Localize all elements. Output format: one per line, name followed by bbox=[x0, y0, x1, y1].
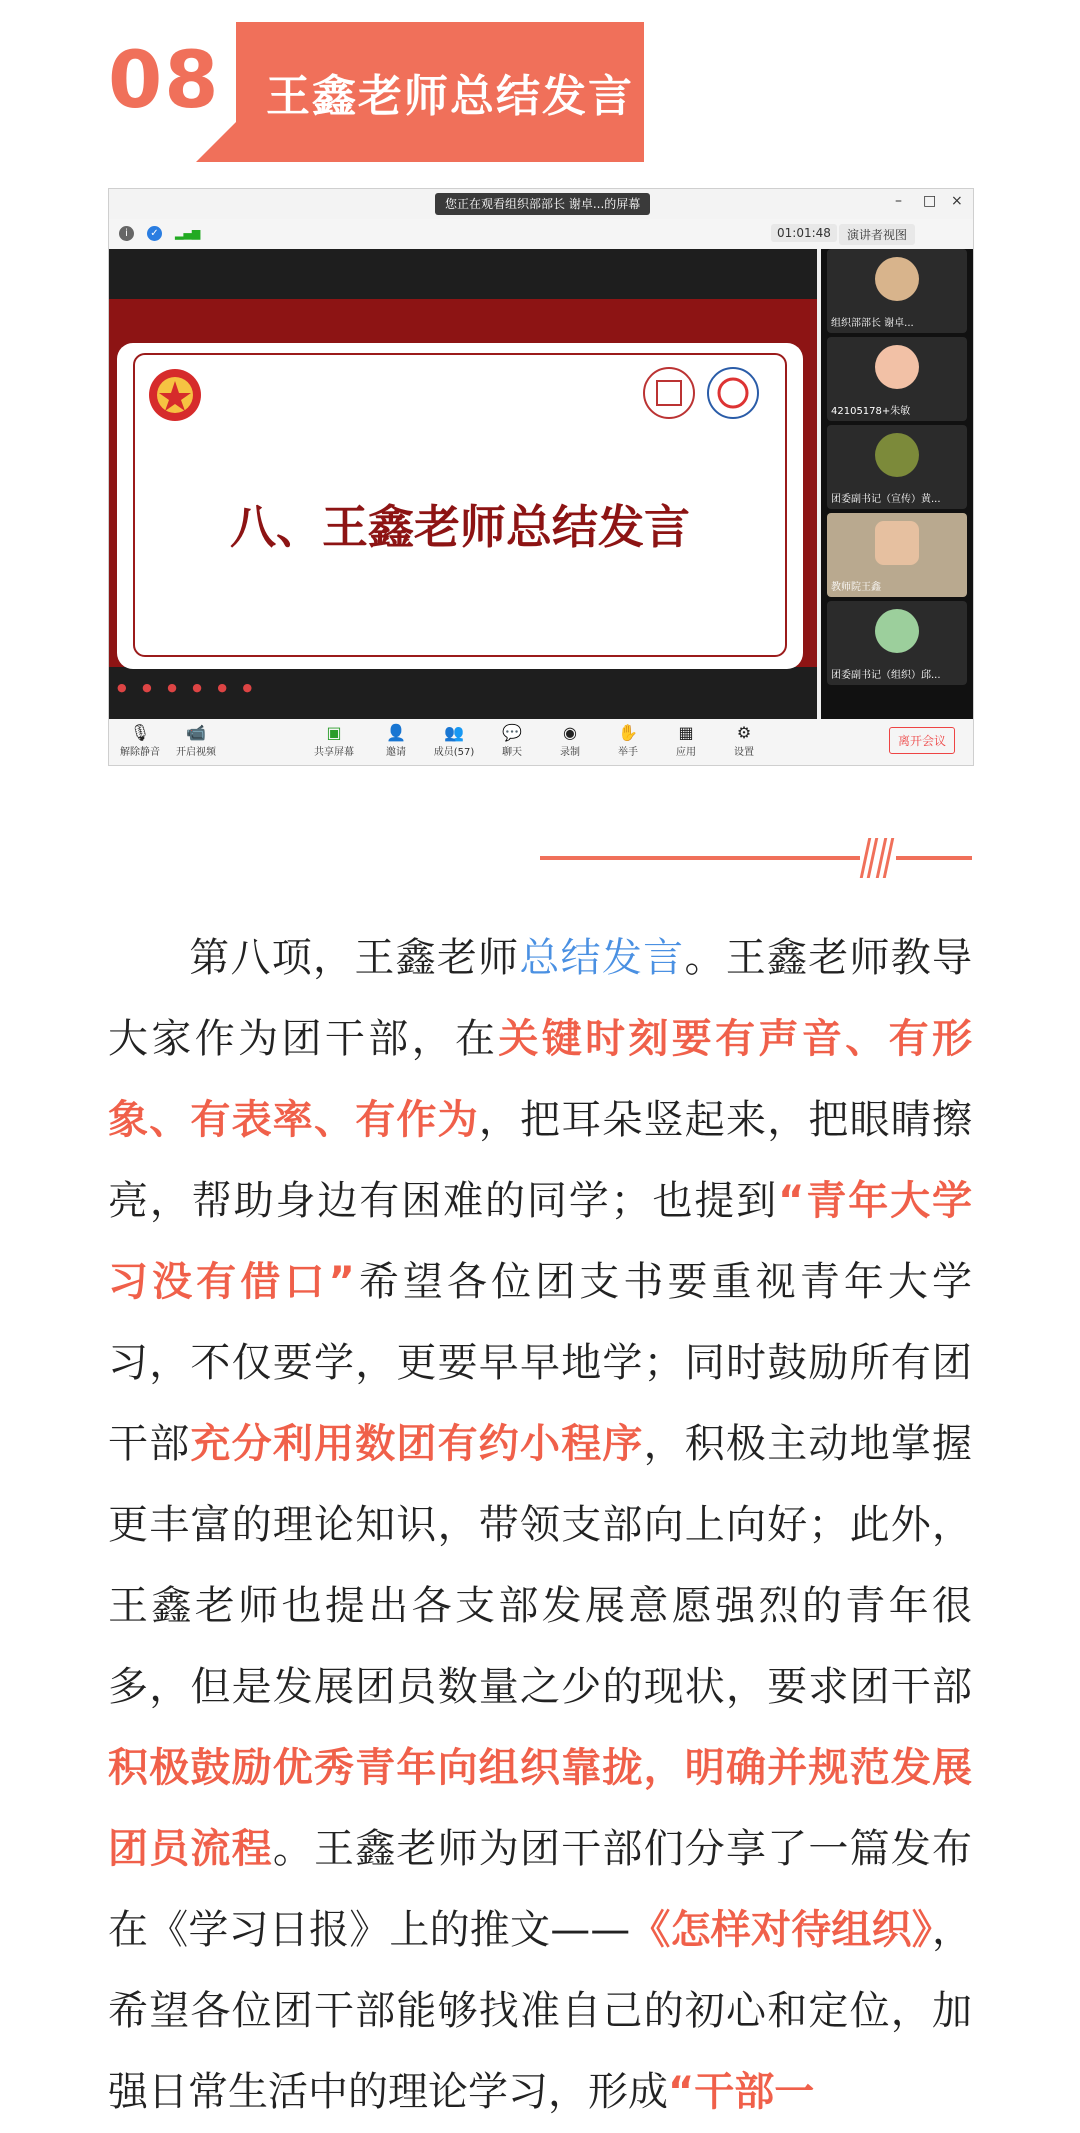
participant-tile[interactable] bbox=[827, 601, 967, 685]
paragraph-text: ，把耳朵竖起来，把眼睛擦亮，帮助身边有困难的同学；也提到 bbox=[108, 1097, 973, 1224]
record-label: 录制 bbox=[560, 747, 580, 758]
window-titlebar bbox=[109, 189, 973, 219]
avatar bbox=[875, 433, 919, 477]
meeting-screenshot bbox=[108, 188, 974, 766]
invite-label: 邀请 bbox=[386, 747, 406, 758]
start-video-button[interactable] bbox=[171, 723, 221, 758]
participant-name: 团委副书记（宣传）黄... bbox=[831, 494, 941, 505]
shield-icon[interactable]: ✓ bbox=[147, 226, 162, 241]
share-tip: 您正在观看组织部部长 谢卓...的屏幕 bbox=[435, 193, 650, 215]
slide-controls[interactable]: ● ● ● ● ● ● bbox=[117, 681, 259, 694]
share-screen-label: 共享屏幕 bbox=[314, 747, 354, 758]
meeting-infobar bbox=[109, 219, 973, 249]
share-screen-button[interactable] bbox=[309, 723, 359, 758]
members-icon: 👥 bbox=[444, 723, 464, 742]
slide-title: 八、王鑫老师总结发言 bbox=[230, 500, 690, 554]
highlight-text: 《怎样对待组织》 bbox=[630, 1907, 933, 1953]
paragraph-text: ，积极主动地掌握更丰富的理论知识，带领支部向上向好；此外，王鑫老师也提出各支部发展意愿强烈的青年很多，但是发展团员数量之少的现状，要求团干部 bbox=[108, 1421, 973, 1710]
camera-icon: 📹 bbox=[186, 723, 206, 742]
apps-button[interactable] bbox=[661, 723, 711, 758]
school-seal-icon bbox=[641, 365, 697, 421]
avatar bbox=[875, 521, 919, 565]
divider-slash bbox=[876, 838, 895, 878]
record-button[interactable] bbox=[545, 723, 595, 758]
members-button[interactable] bbox=[429, 723, 479, 758]
participant-tile[interactable] bbox=[827, 337, 967, 421]
paragraph-text: 。王鑫老师教导大家作为团干部，在 bbox=[108, 935, 973, 1062]
view-selector[interactable]: 演讲者视图 bbox=[839, 224, 915, 245]
share-screen-icon: ▣ bbox=[326, 723, 342, 742]
invite-icon: 👤 bbox=[386, 723, 406, 742]
participant-name: 教师院王鑫 bbox=[831, 582, 881, 593]
unmute-button[interactable] bbox=[115, 723, 165, 758]
paragraph-text: ，希望各位团干部能够找准自己的初心和定位，加强日常生活中的理论学习，形成 bbox=[108, 1907, 973, 2115]
section-title: 王鑫老师总结发言 bbox=[266, 71, 634, 122]
info-icon[interactable]: i bbox=[119, 226, 134, 241]
slide-frame bbox=[133, 353, 787, 657]
microphone-icon: 🎙 bbox=[129, 723, 151, 742]
divider-mark bbox=[860, 838, 896, 878]
chat-icon: 💬 bbox=[502, 723, 522, 742]
unmute-label: 解除静音 bbox=[120, 747, 160, 758]
participant-panel bbox=[821, 249, 973, 719]
raise-hand-label: 举手 bbox=[618, 747, 638, 758]
maximize-icon[interactable]: □ bbox=[923, 193, 937, 209]
participant-name: 团委副书记（组织）邱... bbox=[831, 670, 941, 681]
chat-button[interactable] bbox=[487, 723, 537, 758]
close-icon[interactable]: × bbox=[951, 193, 963, 209]
youth-league-logo-icon bbox=[145, 365, 205, 425]
slide bbox=[117, 343, 803, 669]
college-logo-icon bbox=[705, 365, 761, 421]
raise-hand-button[interactable] bbox=[603, 723, 653, 758]
article-paragraph bbox=[108, 918, 972, 2133]
section-number: 08 bbox=[108, 36, 221, 126]
highlight-text: 积极鼓励优秀青年向组织靠拢，明确并规范发展团员流程 bbox=[108, 1745, 972, 1872]
divider-line bbox=[540, 856, 972, 860]
avatar bbox=[875, 609, 919, 653]
shared-screen bbox=[109, 249, 817, 719]
settings-button[interactable] bbox=[719, 723, 769, 758]
participant-tile[interactable] bbox=[827, 513, 967, 597]
highlight-text: 充分利用数团有约小程序 bbox=[190, 1421, 644, 1467]
participant-name: 组织部部长 谢卓... bbox=[831, 318, 914, 329]
meeting-toolbar bbox=[109, 719, 973, 765]
invite-button[interactable] bbox=[371, 723, 421, 758]
divider-slash bbox=[860, 838, 879, 878]
members-label: 成员(57) bbox=[433, 747, 475, 758]
avatar bbox=[875, 257, 919, 301]
paragraph-text: 。王鑫老师为团干部们分享了一篇发布在《学习日报》上的推文—— bbox=[108, 1826, 973, 1953]
start-video-label: 开启视频 bbox=[176, 747, 216, 758]
apps-label: 应用 bbox=[676, 747, 696, 758]
highlight-text: “青年大学习没有借口” bbox=[108, 1178, 973, 1305]
settings-label: 设置 bbox=[734, 747, 754, 758]
hand-icon: ✋ bbox=[618, 723, 638, 742]
participant-name: 42105178+朱敏 bbox=[831, 406, 911, 417]
minimize-icon[interactable]: – bbox=[895, 193, 902, 209]
signal-icon[interactable]: ▂▄▆ bbox=[175, 227, 201, 240]
leave-meeting-button[interactable]: 离开会议 bbox=[889, 727, 955, 754]
record-icon: ◉ bbox=[563, 723, 577, 742]
avatar bbox=[875, 345, 919, 389]
paragraph-text: 希望各位团支书要重视青年大学习，不仅要学，更要早早地学；同时鼓励所有团干部 bbox=[108, 1259, 973, 1467]
highlight-text: 总结发言 bbox=[519, 935, 685, 981]
participant-tile[interactable] bbox=[827, 249, 967, 333]
apps-icon: ▦ bbox=[678, 723, 694, 742]
meeting-timer: 01:01:48 bbox=[771, 224, 837, 242]
highlight-text: “干部一 bbox=[668, 2069, 815, 2115]
chat-label: 聊天 bbox=[502, 747, 522, 758]
highlight-text: 关键时刻要有声音、有形象、有表率、有作为 bbox=[108, 1016, 973, 1143]
gear-icon: ⚙ bbox=[736, 723, 752, 742]
paragraph-text: 第八项，王鑫老师 bbox=[188, 935, 520, 981]
participant-tile[interactable] bbox=[827, 425, 967, 509]
